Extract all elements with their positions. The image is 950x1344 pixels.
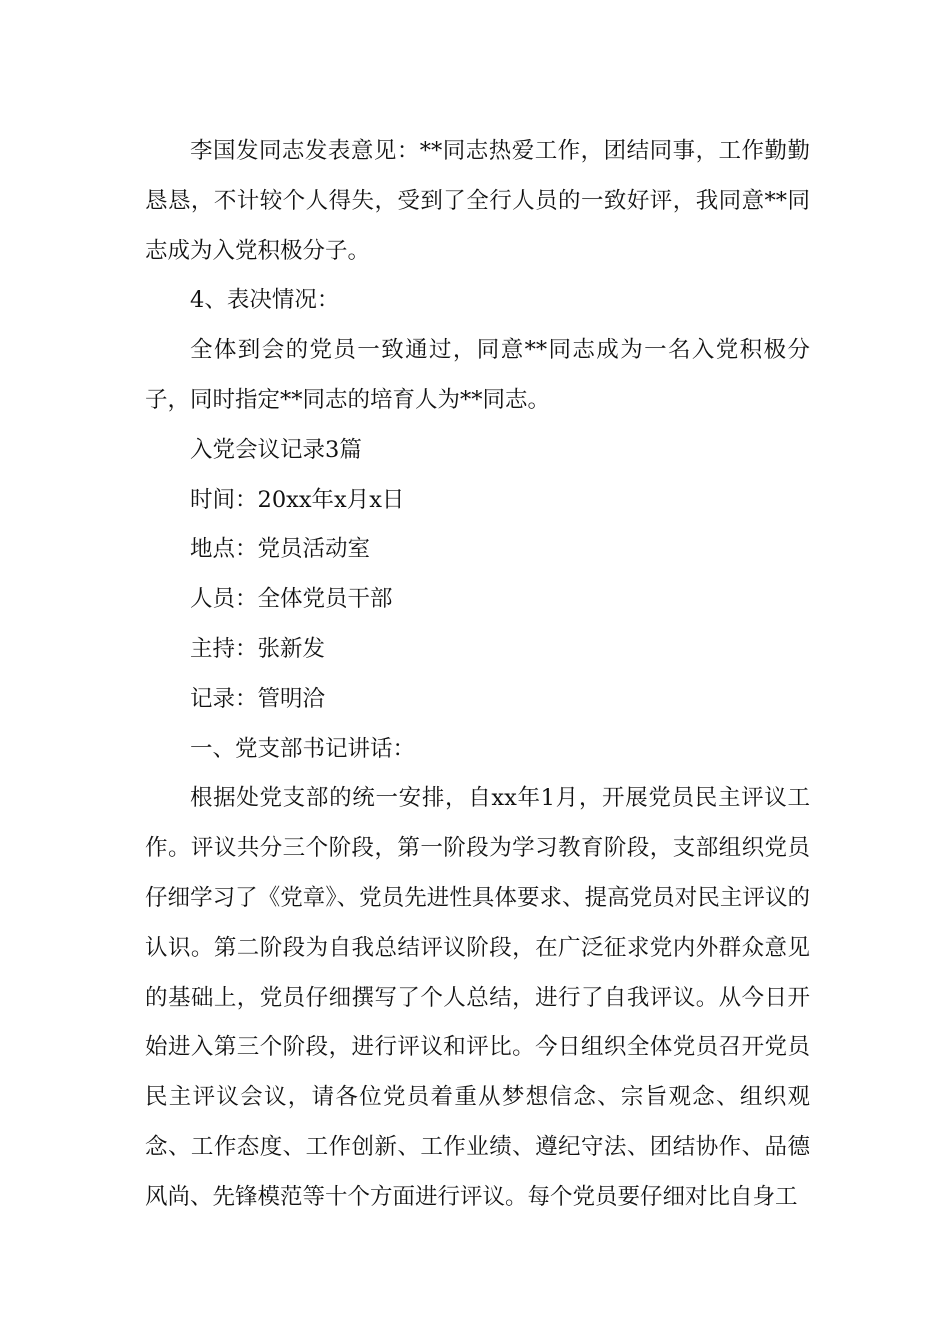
- paragraph-opinion-li-guofa: 李国发同志发表意见：**同志热爱工作，团结同事，工作勤勤恳恳，不计较个人得失，受到了全行人员的一致好评，我同意**同志成为入党积极分子。: [145, 138, 810, 264]
- speech-heading: 一、党支部书记讲话：: [190, 735, 416, 762]
- meeting-location: 地点：党员活动室: [190, 536, 371, 563]
- meeting-time: 时间：20xx年x月x日: [190, 486, 405, 513]
- meeting-host: 主持：张新发: [190, 635, 326, 662]
- meeting-recorder: 记录：管明洽: [190, 685, 326, 712]
- document-body: [145, 127, 810, 1223]
- meeting-attendees: 人员：全体党员干部: [190, 586, 393, 613]
- speech-body: 根据处党支部的统一安排，自xx年1月，开展党员民主评议工作。评议共分三个阶段，第一阶段为学习教育阶段，支部组织党员仔细学习了《党章》、党员先进性具体要求、提高党员对民主评议的认识。第二阶段为自我总结评议阶段，在广泛征求党内外群众意见的基础上，党员仔细撰写了个人总结，进行了自我评议。从今日开始进入第三个阶段，进行评议和评比。今日组织全体党员召开党员民主评议会议，请各位党员着重从梦想信念、宗旨观念、组织观念、工作态度、工作创新、工作业绩、遵纪守法、团结协作、品德风尚、先锋模范等十个方面进行评议。每个党员要仔细对比自身工: [145, 785, 810, 1210]
- paragraph-vote-result: 全体到会的党员一致通过，同意**同志成为一名入党积极分子，同时指定**同志的培育人为**同志。: [145, 337, 810, 413]
- paragraph-vote-heading: 4、表决情况：: [190, 287, 340, 314]
- section-title: 入党会议记录3篇: [190, 436, 362, 463]
